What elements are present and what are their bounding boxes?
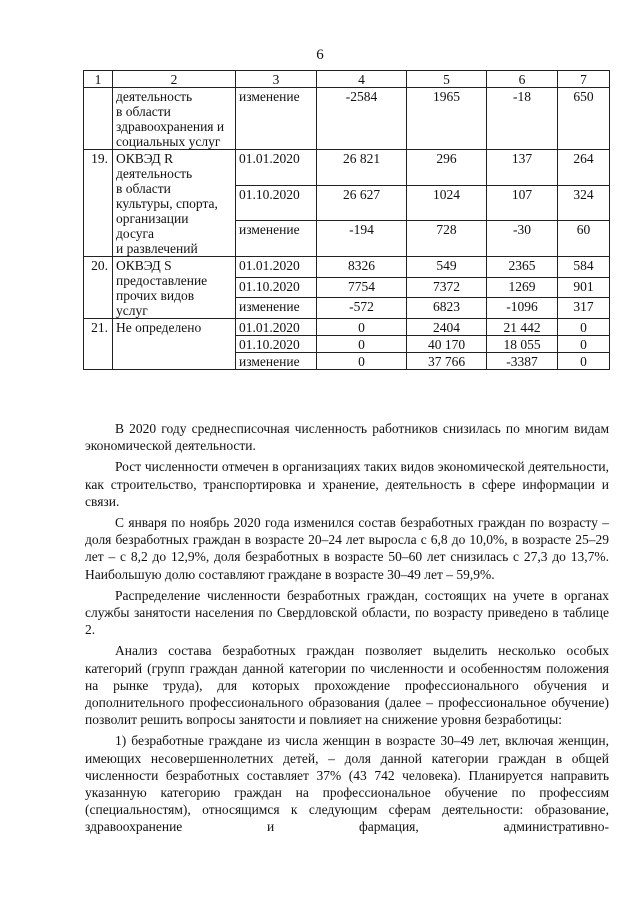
value-cell: 1024 — [407, 185, 487, 221]
date-cell: 01.10.2020 — [236, 185, 317, 221]
value-cell: 549 — [407, 257, 487, 278]
value-cell: -30 — [487, 221, 558, 257]
value-cell: -2584 — [317, 88, 407, 150]
value-cell: -3387 — [487, 353, 558, 370]
value-cell: 0 — [317, 319, 407, 336]
value-cell: 6823 — [407, 298, 487, 319]
paragraph: Анализ состава безработных граждан позволяет выделить несколько особых категорий (групп граждан данной категории по численности и особенностям положения на рынке труда), для которых прохождение профессионального обучения и дополнительного профессионального образования (далее – профессиональное обучение) позволит решить вопросы занятости и повлияет на снижение уровня безработицы: — [85, 643, 609, 728]
header-cell: 4 — [317, 71, 407, 88]
table-header-row — [84, 71, 610, 88]
activity-name-cell: ОКВЭД R деятельность в области культуры, спорта, организации досуга и развлечений — [113, 150, 236, 257]
value-cell: 901 — [558, 277, 610, 298]
value-cell: 107 — [487, 185, 558, 221]
paragraph: Распределение численности безработных граждан, состоящих на учете в органах службы занятости населения по Свердловской области, по возрасту приведено в таблице 2. — [85, 587, 609, 638]
value-cell: 7754 — [317, 277, 407, 298]
value-cell: 584 — [558, 257, 610, 278]
date-cell: изменение — [236, 88, 317, 150]
activity-name-cell: деятельность в области здравоохранения и социальных услуг — [113, 88, 236, 150]
header-cell: 1 — [84, 71, 113, 88]
paragraph: С января по ноябрь 2020 года изменился состав безработных граждан по возрасту – доля безработных граждан в возрасте 20–24 лет выросла с 6,8 до 10,0%, в возрасте 25–29 лет – с 8,2 до 12,9%, доля безработных в возрасте 50–60 лет снизилась с 27,3 до 13,7%. Наибольшую долю составляют граждане в возрасте 30–49 лет – 59,9%. — [85, 515, 609, 582]
row-number-cell: 20. — [84, 257, 113, 319]
value-cell: 21 442 — [487, 319, 558, 336]
paragraph: Рост численности отмечен в организациях таких видов экономической деятельности, как строительство, транспортировка и хранение, деятельность в сфере информации и связи. — [85, 459, 609, 509]
table-row — [84, 88, 610, 150]
activity-name-cell: Не определено — [113, 319, 236, 370]
table-row — [84, 150, 610, 186]
row-number-cell: 19. — [84, 150, 113, 257]
value-cell: -18 — [487, 88, 558, 150]
date-cell: 01.01.2020 — [236, 257, 317, 278]
value-cell: 60 — [558, 221, 610, 257]
header-cell: 2 — [113, 71, 236, 88]
value-cell: 26 627 — [317, 185, 407, 221]
value-cell: -1096 — [487, 298, 558, 319]
value-cell: 2365 — [487, 257, 558, 278]
header-cell: 3 — [236, 71, 317, 88]
date-cell: 01.10.2020 — [236, 277, 317, 298]
header-cell: 7 — [558, 71, 610, 88]
value-cell: 728 — [407, 221, 487, 257]
date-cell: изменение — [236, 221, 317, 257]
value-cell: 18 055 — [487, 336, 558, 353]
value-cell: 264 — [558, 150, 610, 186]
value-cell: -194 — [317, 221, 407, 257]
value-cell: 40 170 — [407, 336, 487, 353]
value-cell: 317 — [558, 298, 610, 319]
header-cell: 5 — [407, 71, 487, 88]
value-cell: 0 — [558, 353, 610, 370]
value-cell: 0 — [317, 353, 407, 370]
body-text — [85, 420, 609, 840]
value-cell: 324 — [558, 185, 610, 221]
value-cell: 137 — [487, 150, 558, 186]
table-row — [84, 257, 610, 278]
value-cell: 37 766 — [407, 353, 487, 370]
value-cell: 1965 — [407, 88, 487, 150]
value-cell: 26 821 — [317, 150, 407, 186]
value-cell: 7372 — [407, 277, 487, 298]
table-row — [84, 319, 610, 336]
value-cell: 0 — [558, 319, 610, 336]
value-cell: 2404 — [407, 319, 487, 336]
date-cell: 01.01.2020 — [236, 150, 317, 186]
page-number: 6 — [316, 47, 324, 63]
date-cell: 01.10.2020 — [236, 336, 317, 353]
value-cell: 296 — [407, 150, 487, 186]
date-cell: изменение — [236, 298, 317, 319]
data-table — [83, 70, 610, 370]
paragraph: В 2020 году среднесписочная численность работников снизилась по многим видам экономической деятельности. — [85, 421, 609, 454]
row-number-cell — [84, 88, 113, 150]
value-cell: 650 — [558, 88, 610, 150]
value-cell: -572 — [317, 298, 407, 319]
date-cell: изменение — [236, 353, 317, 370]
value-cell: 0 — [317, 336, 407, 353]
value-cell: 0 — [558, 336, 610, 353]
value-cell: 8326 — [317, 257, 407, 278]
activity-name-cell: ОКВЭД S предоставление прочих видов услуг — [113, 257, 236, 319]
value-cell: 1269 — [487, 277, 558, 298]
header-cell: 6 — [487, 71, 558, 88]
date-cell: 01.01.2020 — [236, 319, 317, 336]
paragraph: 1) безработные граждане из числа женщин в возрасте 30–49 лет, включая женщин, имеющих несовершеннолетних детей, – доля данной категории граждан в общей численности безработных составляет 37% (43 742 человека). Планируется направить указанную категорию граждан на профессиональное обучение по профессиям (специальностям), относящимся к следующим сферам деятельности: образование, здравоохранение и фармация, административно- — [85, 733, 609, 835]
row-number-cell: 21. — [84, 319, 113, 370]
